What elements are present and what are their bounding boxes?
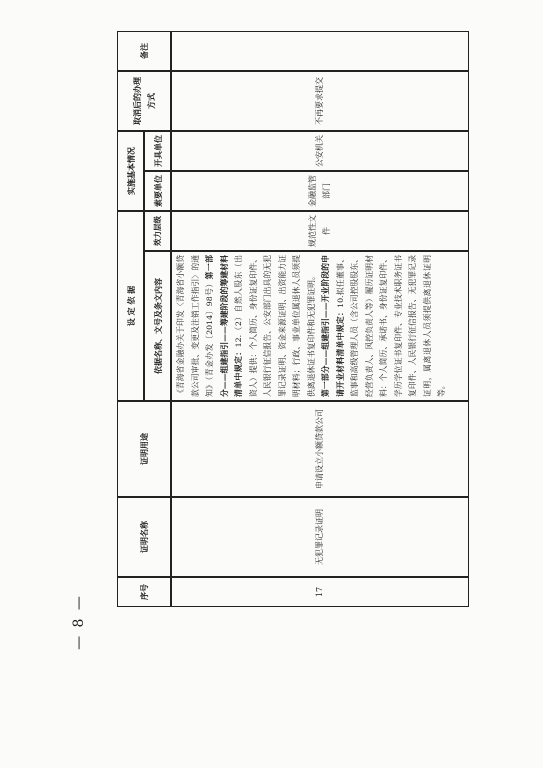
header-basis-doc: 依据名称、文号及条文内容: [144, 251, 171, 401]
header-basis-level: 效力层级: [144, 211, 171, 251]
basis-p1: 《青海省金融办关于印发〈青海省小额贷款公司审批、变更及注销工作指引〉的通知》（青金办发〔2014〕98号）: [176, 255, 214, 397]
row-basis-doc: [171, 251, 469, 401]
basis-p2-rest: 10.拟任董事、监事和高级管理人员（含公司控股股东、经营负责人、风控负责人等）履历证明材料：个人简历、承诺书、身份证复印件、学历学位证书复印件、专业技术职务证书复印件、人民银行征信报告、无犯罪记录证明，属离退休人员须提供离退休证明等。: [335, 254, 446, 397]
row-impl-issue: 公安机关: [171, 131, 469, 171]
header-cert-use: 证明用途: [117, 401, 171, 497]
header-impl-require: 索要单位: [144, 171, 171, 211]
header-impl-issue: 开具单位: [144, 131, 171, 171]
row-after-cancel: 不再要求提交: [171, 71, 469, 131]
basis-p1-rest: 12.（2）自然人股东（出资人）提供：个人简历、身份证复印件、人民银行征信报告、公安部门出具的无犯罪记录证明、资金来源证明、出资能力证明材料；行政、事业单位属退休人员须提供离退休证书复印件和无犯罪证明。: [234, 254, 316, 397]
row-impl-require: 金融监管部门: [171, 171, 469, 211]
header-cert-name: 证明名称: [117, 497, 171, 577]
header-seq: 序号: [117, 577, 171, 607]
certificate-table: [117, 31, 469, 607]
basis-p1-bold: 第一部分——组建指引——筹建阶段的筹建材料清单中规定：: [205, 255, 243, 397]
row-basis-level: 规范性文件: [171, 211, 469, 251]
page-number: — 8 —: [71, 594, 87, 650]
header-basis-group: 设 定 依 据: [117, 211, 144, 401]
row-cert-use: 申请设立小额贷款公司: [171, 401, 469, 497]
row-seq: 17: [171, 577, 469, 607]
header-impl-group: 实施基本情况: [117, 131, 144, 211]
header-after-cancel: 取消后的办理方式: [117, 71, 171, 131]
header-remark: 备注: [117, 31, 171, 71]
row-remark: [171, 31, 469, 71]
basis-p2-bold: 第一部分——组建指引——开业阶段的申请开业材料清单中规定：: [321, 255, 345, 397]
row-cert-name: 无犯罪记录证明: [171, 497, 469, 577]
